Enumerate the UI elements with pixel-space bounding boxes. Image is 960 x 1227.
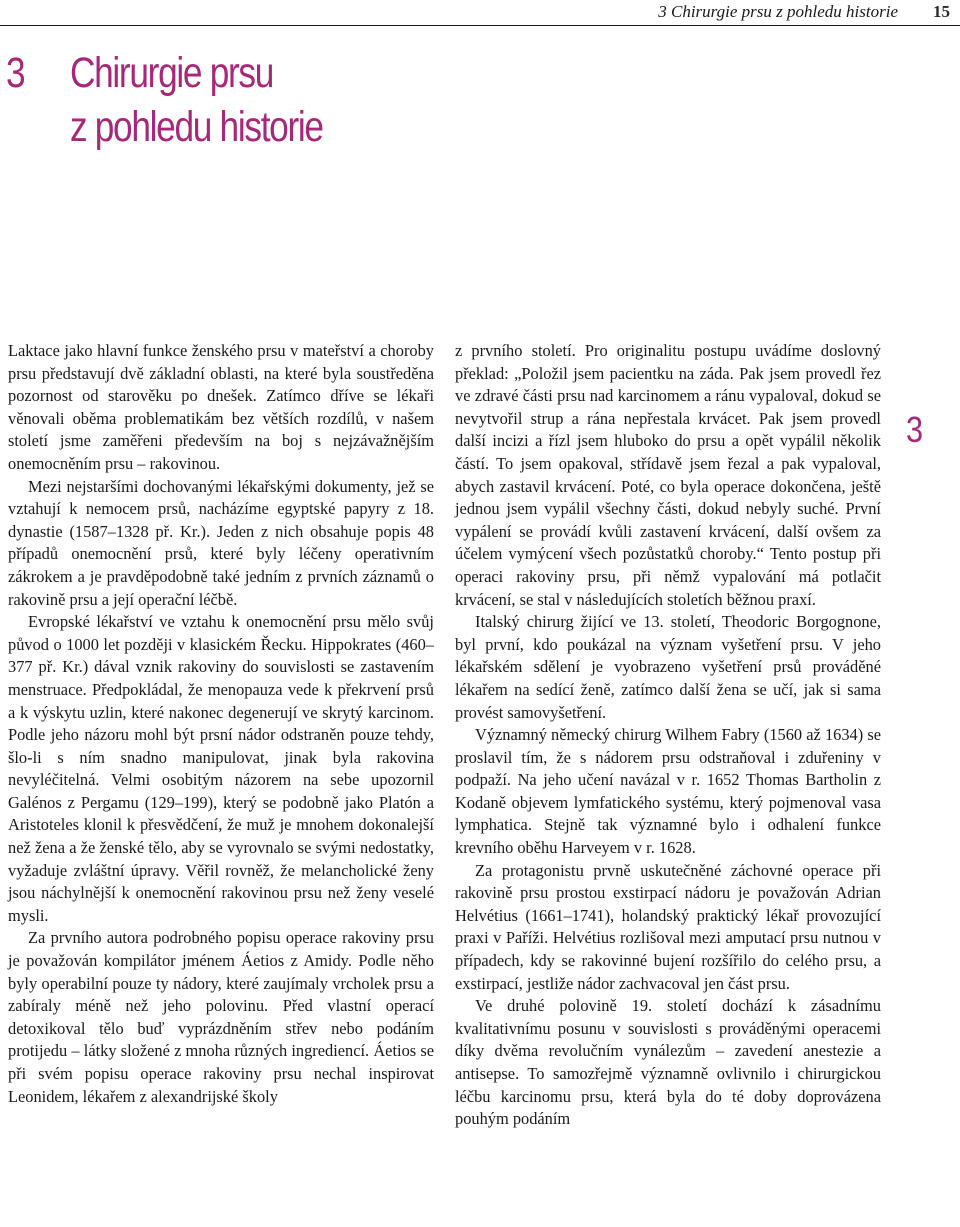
paragraph: z prvního století. Pro originalitu postupu uvádíme doslovný překlad: „Položil jsem pacientku na záda. Pak jsem provedl řez ve zdravé části prsu nad karcinomem a ránu vypaloval, dokud se nevytvořil strup a rána nepřestala krvácet. Pak jsem provedl další incizi a řízl jsem hluboko do prsu a opět vypálil několik částí. To jsem opakoval, střídavě jsem řezal a pak vypaloval, abych zastavil krvácení. Poté, co byla operace dokončena, ještě jednou jsem vypálil všechny části, dokud nebyly suché. První vypálení se provádí kvůli zastavení krvácení, další ovšem za účelem vymýcení všech pozůstatků choroby.“ Tento postup při operaci rakoviny prsu, při němž vypalování má potlačit krvácení, se stal v následujících stoletích běžnou praxí. [455, 341, 881, 609]
paragraph: Ve druhé polovině 19. století dochází k zásadnímu kvalitativnímu posunu v souvislosti s prováděnými operacemi díky dvěma revolučním vynálezům – zavedení anestezie a antisepse. To samozřejmě významně ovlivnilo i chirurgickou léčbu karcinomu prsu, která byla do té doby doprovázena pouhým podáním [455, 996, 881, 1129]
running-title: 3 Chirurgie prsu z pohledu historie [658, 2, 898, 21]
paragraph: Významný německý chirurg Wilhem Fabry (1560 až 1634) se proslavil tím, že s nádorem prsu odstraňoval i zduřeniny v podpaží. Na jeho učení navázal v r. 1652 Thomas Bartholin z Kodaně objevem lymfatického systému, který pojmenoval vasa lymphatica. Stejně tak významné bylo i odhalení funkce krevního oběhu Harveyem v r. 1628. [455, 725, 881, 858]
header-rule [0, 25, 960, 26]
chapter-title [6, 46, 323, 154]
chapter-title-line2: z pohledu historie [69, 103, 323, 151]
left-column [8, 340, 434, 1108]
paragraph: Za prvního autora podrobného popisu operace rakoviny prsu je považován kompilátor jménem Áetios z Amidy. Podle něho byly operabilní pouze ty nádory, které zaujímaly vrcholek prsu a zabíraly méně než jeho polovinu. Před vlastní operací detoxikoval tělo buď vyprázdněním střev nebo podáním protijedu – látky složené z mnoha různých ingrediencí. Áetios se při svém popisu operace rakoviny prsu nechal inspirovat Leonidem, lékařem z alexandrijské školy [8, 928, 434, 1106]
paragraph: Laktace jako hlavní funkce ženského prsu v mateřství a choroby prsu představují dvě základní oblasti, na které byla soustředěna pozornost od starověku po dnešek. Zatímco dříve se lékaři věnovali oběma problematikám bez větších rozdílů, v našem století jsme zaměřeni především na boj s nejzávažnějším onemocněním prsu – rakovinou. [8, 341, 434, 473]
running-head [658, 0, 950, 22]
paragraph: Evropské lékařství ve vztahu k onemocnění prsu mělo svůj původ o 1000 let později v klasickém Řecku. Hippokrates (460–377 př. Kr.) dával vznik rakoviny do souvislosti se zastavením menstruace. Předpokládal, že menopauza vede k překrvení prsů a k výskytu uzlin, které nakonec degenerují ve skrytý karcinom. Podle jeho názoru mohl být prsní nádor odstraněn pouze tehdy, šlo-li s ním snadno manipulovat, jinak byla rakovina nevyléčitelná. Velmi osobitým názorem na sebe upozornil Galénos z Pergamu (129–199), který se podobně jako Platón a Aristoteles klonil k přesvědčení, že muž je mnohem dokonalejší než žena a že ženské tělo, aby se vyrovnalo se svými nedostatky, vyžaduje zvláštní úpravy. Věřil rovněž, že melancholické ženy jsou náchylnější k onemocnění rakovinou prsu než ženy veselé mysli. [8, 612, 434, 925]
paragraph: Mezi nejstaršími dochovanými lékařskými dokumenty, jež se vztahují k nemocem prsů, nacházíme egyptské papyry z 18. dynastie (1587–1328 př. Kr.). Jeden z nich obsahuje popis 48 případů onemocnění prsů, které byly léčeny operativním zákrokem a je pravděpodobně také jedním z prvních záznamů o rakovině prsu a její operační léčbě. [8, 476, 434, 609]
chapter-number: 3 [6, 49, 25, 97]
chapter-side-tab: 3 [906, 409, 924, 450]
right-column [455, 340, 881, 1131]
page-number: 15 [933, 2, 950, 21]
paragraph: Za protagonistu prvně uskutečněné záchovné operace při rakovině prsu prostou exstirpací nádoru je považován Adrian Helvétius (1661–1741), holandský praktický lékař provozující praxi v Paříži. Helvétius rozlišoval mezi amputací prsu nutnou v případech, kdy se rakovinné bujení rozšířilo do celého prsu, a exstirpací, jestliže nádor zachvacoval jen část prsu. [455, 860, 881, 993]
paragraph: Italský chirurg žijící ve 13. století, Theodoric Borgognone, byl první, kdo poukázal na význam vyšetření prsu. V jeho lékařském sdělení je vyobrazeno vyšetření prsů prováděné lékařem na sedící ženě, zatímco další žena se učí, jak si sama provést samovyšetření. [455, 612, 881, 722]
chapter-title-line1: Chirurgie prsu [69, 49, 274, 97]
